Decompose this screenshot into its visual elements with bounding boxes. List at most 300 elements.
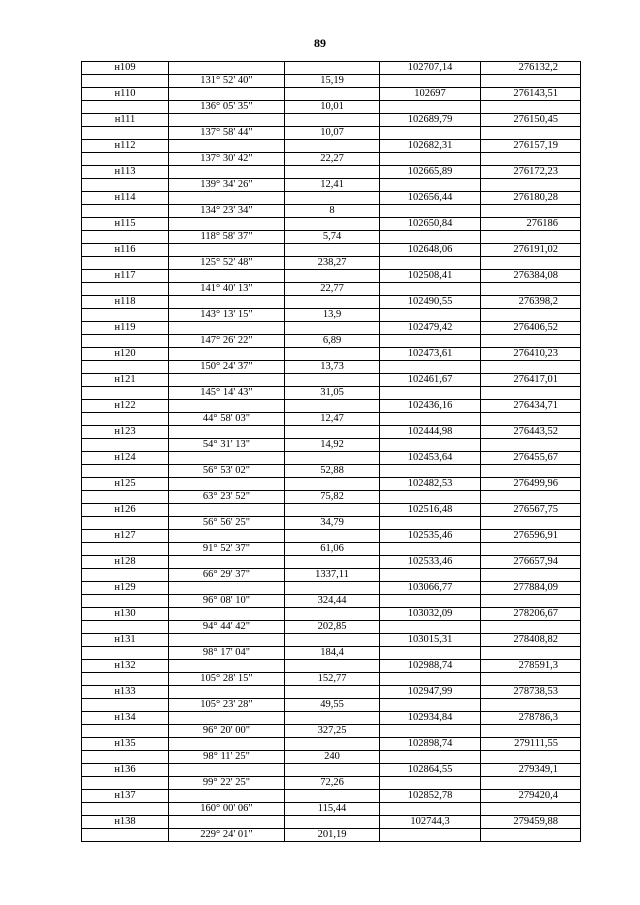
x-coordinate-cell — [380, 231, 481, 244]
bearing-cell: 139° 34' 26" — [169, 179, 285, 192]
x-coordinate-cell — [380, 829, 481, 842]
y-coordinate-cell: 279459,88 — [481, 816, 581, 829]
distance-cell: 52,88 — [285, 465, 380, 478]
bearing-cell — [169, 816, 285, 829]
x-coordinate-cell: 102473,61 — [380, 348, 481, 361]
y-coordinate-cell: 276384,08 — [481, 270, 581, 283]
table-row — [82, 660, 581, 673]
y-coordinate-cell: 279420,4 — [481, 790, 581, 803]
y-coordinate-cell — [481, 309, 581, 322]
x-coordinate-cell: 102934,84 — [380, 712, 481, 725]
point-cell: н121 — [82, 374, 169, 387]
distance-cell — [285, 166, 380, 179]
point-cell: н130 — [82, 608, 169, 621]
table-row — [82, 803, 581, 816]
bearing-cell — [169, 530, 285, 543]
table-row — [82, 374, 581, 387]
bearing-cell: 98° 11' 25" — [169, 751, 285, 764]
y-coordinate-cell — [481, 335, 581, 348]
point-cell: н124 — [82, 452, 169, 465]
distance-cell: 202,85 — [285, 621, 380, 634]
x-coordinate-cell — [380, 673, 481, 686]
distance-cell — [285, 816, 380, 829]
y-coordinate-cell — [481, 413, 581, 426]
distance-cell: 201,19 — [285, 829, 380, 842]
x-coordinate-cell — [380, 335, 481, 348]
y-coordinate-cell — [481, 153, 581, 166]
distance-cell — [285, 790, 380, 803]
y-coordinate-cell: 276398,2 — [481, 296, 581, 309]
table-row — [82, 465, 581, 478]
x-coordinate-cell: 102852,78 — [380, 790, 481, 803]
bearing-cell — [169, 764, 285, 777]
distance-cell — [285, 738, 380, 751]
bearing-cell — [169, 686, 285, 699]
coordinates-table-body — [82, 62, 581, 842]
point-cell: н111 — [82, 114, 169, 127]
bearing-cell: 99° 22' 25" — [169, 777, 285, 790]
x-coordinate-cell: 102482,53 — [380, 478, 481, 491]
x-coordinate-cell — [380, 647, 481, 660]
bearing-cell — [169, 374, 285, 387]
x-coordinate-cell — [380, 257, 481, 270]
x-coordinate-cell: 102648,06 — [380, 244, 481, 257]
y-coordinate-cell: 276434,71 — [481, 400, 581, 413]
y-coordinate-cell: 276657,94 — [481, 556, 581, 569]
table-row — [82, 244, 581, 257]
point-cell — [82, 413, 169, 426]
distance-cell: 10,01 — [285, 101, 380, 114]
distance-cell — [285, 608, 380, 621]
point-cell — [82, 647, 169, 660]
x-coordinate-cell — [380, 413, 481, 426]
y-coordinate-cell: 278408,82 — [481, 634, 581, 647]
bearing-cell: 98° 17' 04" — [169, 647, 285, 660]
distance-cell: 238,27 — [285, 257, 380, 270]
table-row — [82, 790, 581, 803]
y-coordinate-cell — [481, 101, 581, 114]
distance-cell — [285, 62, 380, 75]
table-row — [82, 101, 581, 114]
bearing-cell: 91° 52' 37" — [169, 543, 285, 556]
point-cell: н125 — [82, 478, 169, 491]
y-coordinate-cell: 276150,45 — [481, 114, 581, 127]
table-row — [82, 179, 581, 192]
x-coordinate-cell: 102453,64 — [380, 452, 481, 465]
point-cell — [82, 309, 169, 322]
point-cell: н128 — [82, 556, 169, 569]
bearing-cell — [169, 582, 285, 595]
distance-cell: 8 — [285, 205, 380, 218]
point-cell: н131 — [82, 634, 169, 647]
bearing-cell — [169, 738, 285, 751]
point-cell — [82, 127, 169, 140]
x-coordinate-cell — [380, 153, 481, 166]
table-row — [82, 751, 581, 764]
table-row — [82, 192, 581, 205]
point-cell — [82, 673, 169, 686]
y-coordinate-cell — [481, 595, 581, 608]
y-coordinate-cell — [481, 231, 581, 244]
table-row — [82, 556, 581, 569]
distance-cell — [285, 88, 380, 101]
bearing-cell: 147° 26' 22" — [169, 335, 285, 348]
point-cell: н133 — [82, 686, 169, 699]
y-coordinate-cell — [481, 673, 581, 686]
table-row — [82, 283, 581, 296]
distance-cell: 1337,11 — [285, 569, 380, 582]
y-coordinate-cell — [481, 179, 581, 192]
table-row — [82, 348, 581, 361]
point-cell — [82, 231, 169, 244]
y-coordinate-cell: 276455,67 — [481, 452, 581, 465]
distance-cell: 61,06 — [285, 543, 380, 556]
bearing-cell: 63° 23' 52" — [169, 491, 285, 504]
point-cell — [82, 205, 169, 218]
y-coordinate-cell — [481, 803, 581, 816]
x-coordinate-cell: 102689,79 — [380, 114, 481, 127]
table-row — [82, 725, 581, 738]
bearing-cell: 94° 44' 42" — [169, 621, 285, 634]
y-coordinate-cell — [481, 699, 581, 712]
bearing-cell: 134° 23' 34" — [169, 205, 285, 218]
table-row — [82, 127, 581, 140]
distance-cell — [285, 660, 380, 673]
distance-cell: 152,77 — [285, 673, 380, 686]
x-coordinate-cell: 102665,89 — [380, 166, 481, 179]
point-cell: н127 — [82, 530, 169, 543]
x-coordinate-cell: 102864,55 — [380, 764, 481, 777]
bearing-cell — [169, 88, 285, 101]
bearing-cell: 96° 20' 00" — [169, 725, 285, 738]
point-cell — [82, 335, 169, 348]
y-coordinate-cell: 276186 — [481, 218, 581, 231]
point-cell — [82, 777, 169, 790]
distance-cell — [285, 504, 380, 517]
x-coordinate-cell — [380, 439, 481, 452]
x-coordinate-cell — [380, 543, 481, 556]
point-cell — [82, 569, 169, 582]
bearing-cell — [169, 478, 285, 491]
table-row — [82, 153, 581, 166]
bearing-cell: 145° 14' 43" — [169, 387, 285, 400]
x-coordinate-cell: 102516,48 — [380, 504, 481, 517]
x-coordinate-cell: 102697 — [380, 88, 481, 101]
bearing-cell — [169, 348, 285, 361]
table-row — [82, 608, 581, 621]
table-row — [82, 205, 581, 218]
y-coordinate-cell: 277884,09 — [481, 582, 581, 595]
x-coordinate-cell — [380, 621, 481, 634]
table-row — [82, 309, 581, 322]
table-row — [82, 816, 581, 829]
table-row — [82, 361, 581, 374]
point-cell: н136 — [82, 764, 169, 777]
bearing-cell — [169, 218, 285, 231]
bearing-cell: 118° 58' 37" — [169, 231, 285, 244]
table-row — [82, 699, 581, 712]
distance-cell: 31,05 — [285, 387, 380, 400]
point-cell — [82, 75, 169, 88]
distance-cell — [285, 140, 380, 153]
distance-cell: 49,55 — [285, 699, 380, 712]
y-coordinate-cell: 276143,51 — [481, 88, 581, 101]
bearing-cell — [169, 452, 285, 465]
table-row — [82, 517, 581, 530]
y-coordinate-cell: 276417,01 — [481, 374, 581, 387]
point-cell: н117 — [82, 270, 169, 283]
point-cell: н123 — [82, 426, 169, 439]
point-cell — [82, 257, 169, 270]
x-coordinate-cell — [380, 803, 481, 816]
distance-cell: 115,44 — [285, 803, 380, 816]
point-cell — [82, 725, 169, 738]
y-coordinate-cell — [481, 439, 581, 452]
distance-cell — [285, 426, 380, 439]
point-cell: н115 — [82, 218, 169, 231]
point-cell — [82, 595, 169, 608]
point-cell — [82, 491, 169, 504]
distance-cell: 184,4 — [285, 647, 380, 660]
table-row — [82, 413, 581, 426]
table-row — [82, 166, 581, 179]
y-coordinate-cell — [481, 829, 581, 842]
bearing-cell — [169, 712, 285, 725]
point-cell: н132 — [82, 660, 169, 673]
bearing-cell: 56° 53' 02" — [169, 465, 285, 478]
y-coordinate-cell: 276596,91 — [481, 530, 581, 543]
table-row — [82, 270, 581, 283]
distance-cell — [285, 400, 380, 413]
distance-cell: 240 — [285, 751, 380, 764]
bearing-cell: 137° 30' 42" — [169, 153, 285, 166]
table-row — [82, 647, 581, 660]
y-coordinate-cell: 278206,67 — [481, 608, 581, 621]
distance-cell — [285, 478, 380, 491]
x-coordinate-cell: 102479,42 — [380, 322, 481, 335]
x-coordinate-cell: 102436,16 — [380, 400, 481, 413]
point-cell — [82, 803, 169, 816]
bearing-cell — [169, 192, 285, 205]
point-cell — [82, 283, 169, 296]
y-coordinate-cell: 276499,96 — [481, 478, 581, 491]
point-cell: н138 — [82, 816, 169, 829]
bearing-cell — [169, 608, 285, 621]
point-cell: н122 — [82, 400, 169, 413]
bearing-cell: 143° 13' 15" — [169, 309, 285, 322]
y-coordinate-cell: 278786,3 — [481, 712, 581, 725]
distance-cell — [285, 114, 380, 127]
y-coordinate-cell — [481, 361, 581, 374]
x-coordinate-cell: 102947,99 — [380, 686, 481, 699]
table-row — [82, 218, 581, 231]
point-cell: н134 — [82, 712, 169, 725]
table-row — [82, 400, 581, 413]
distance-cell — [285, 374, 380, 387]
bearing-cell — [169, 140, 285, 153]
table-row — [82, 439, 581, 452]
point-cell — [82, 153, 169, 166]
distance-cell: 5,74 — [285, 231, 380, 244]
bearing-cell: 105° 28' 15" — [169, 673, 285, 686]
table-row — [82, 231, 581, 244]
table-row — [82, 296, 581, 309]
distance-cell — [285, 244, 380, 257]
x-coordinate-cell — [380, 465, 481, 478]
bearing-cell — [169, 166, 285, 179]
distance-cell — [285, 582, 380, 595]
y-coordinate-cell: 276191,02 — [481, 244, 581, 257]
y-coordinate-cell: 276172,23 — [481, 166, 581, 179]
table-row — [82, 335, 581, 348]
point-cell — [82, 465, 169, 478]
point-cell — [82, 101, 169, 114]
point-cell: н119 — [82, 322, 169, 335]
bearing-cell: 125° 52' 48" — [169, 257, 285, 270]
bearing-cell — [169, 270, 285, 283]
x-coordinate-cell: 102682,31 — [380, 140, 481, 153]
x-coordinate-cell — [380, 725, 481, 738]
x-coordinate-cell — [380, 595, 481, 608]
x-coordinate-cell: 103066,77 — [380, 582, 481, 595]
distance-cell: 15,19 — [285, 75, 380, 88]
y-coordinate-cell — [481, 569, 581, 582]
point-cell: н116 — [82, 244, 169, 257]
table-row — [82, 621, 581, 634]
y-coordinate-cell: 276567,75 — [481, 504, 581, 517]
y-coordinate-cell: 279111,55 — [481, 738, 581, 751]
distance-cell — [285, 764, 380, 777]
point-cell: н118 — [82, 296, 169, 309]
bearing-cell: 56° 56' 25" — [169, 517, 285, 530]
bearing-cell: 54° 31' 13" — [169, 439, 285, 452]
table-row — [82, 777, 581, 790]
distance-cell: 10,07 — [285, 127, 380, 140]
distance-cell — [285, 322, 380, 335]
x-coordinate-cell: 102988,74 — [380, 660, 481, 673]
y-coordinate-cell — [481, 517, 581, 530]
y-coordinate-cell: 276406,52 — [481, 322, 581, 335]
bearing-cell — [169, 62, 285, 75]
y-coordinate-cell — [481, 387, 581, 400]
y-coordinate-cell: 279349,1 — [481, 764, 581, 777]
table-row — [82, 140, 581, 153]
bearing-cell: 141° 40' 13" — [169, 283, 285, 296]
bearing-cell — [169, 556, 285, 569]
x-coordinate-cell — [380, 491, 481, 504]
distance-cell — [285, 192, 380, 205]
point-cell: н135 — [82, 738, 169, 751]
table-row — [82, 75, 581, 88]
point-cell: н114 — [82, 192, 169, 205]
y-coordinate-cell — [481, 283, 581, 296]
x-coordinate-cell: 102444,98 — [380, 426, 481, 439]
y-coordinate-cell: 278738,53 — [481, 686, 581, 699]
table-row — [82, 387, 581, 400]
distance-cell: 22,27 — [285, 153, 380, 166]
bearing-cell: 136° 05' 35" — [169, 101, 285, 114]
table-row — [82, 673, 581, 686]
distance-cell — [285, 452, 380, 465]
point-cell: н120 — [82, 348, 169, 361]
x-coordinate-cell — [380, 361, 481, 374]
table-row — [82, 478, 581, 491]
table-row — [82, 764, 581, 777]
table-row — [82, 452, 581, 465]
table-row — [82, 686, 581, 699]
y-coordinate-cell — [481, 777, 581, 790]
bearing-cell: 137° 58' 44" — [169, 127, 285, 140]
table-row — [82, 543, 581, 556]
x-coordinate-cell — [380, 205, 481, 218]
point-cell: н113 — [82, 166, 169, 179]
y-coordinate-cell — [481, 75, 581, 88]
table-row — [82, 595, 581, 608]
distance-cell — [285, 348, 380, 361]
y-coordinate-cell — [481, 205, 581, 218]
x-coordinate-cell — [380, 777, 481, 790]
distance-cell: 14,92 — [285, 439, 380, 452]
table-row — [82, 829, 581, 842]
bearing-cell: 44° 58' 03" — [169, 413, 285, 426]
x-coordinate-cell: 102656,44 — [380, 192, 481, 205]
table-row — [82, 712, 581, 725]
bearing-cell — [169, 634, 285, 647]
point-cell: н129 — [82, 582, 169, 595]
point-cell: н137 — [82, 790, 169, 803]
x-coordinate-cell: 102535,46 — [380, 530, 481, 543]
distance-cell: 72,26 — [285, 777, 380, 790]
x-coordinate-cell: 102461,67 — [380, 374, 481, 387]
distance-cell: 75,82 — [285, 491, 380, 504]
point-cell — [82, 543, 169, 556]
x-coordinate-cell: 102490,55 — [380, 296, 481, 309]
x-coordinate-cell — [380, 75, 481, 88]
table-row — [82, 634, 581, 647]
distance-cell — [285, 530, 380, 543]
distance-cell: 22,77 — [285, 283, 380, 296]
table-row — [82, 738, 581, 751]
x-coordinate-cell — [380, 101, 481, 114]
bearing-cell — [169, 244, 285, 257]
x-coordinate-cell — [380, 699, 481, 712]
table-row — [82, 322, 581, 335]
point-cell: н110 — [82, 88, 169, 101]
x-coordinate-cell: 102898,74 — [380, 738, 481, 751]
bearing-cell: 229° 24' 01" — [169, 829, 285, 842]
point-cell — [82, 829, 169, 842]
y-coordinate-cell: 278591,3 — [481, 660, 581, 673]
distance-cell: 13,73 — [285, 361, 380, 374]
point-cell — [82, 179, 169, 192]
table-row — [82, 426, 581, 439]
y-coordinate-cell — [481, 257, 581, 270]
distance-cell — [285, 218, 380, 231]
table-row — [82, 62, 581, 75]
x-coordinate-cell: 102650,84 — [380, 218, 481, 231]
distance-cell: 12,41 — [285, 179, 380, 192]
table-row — [82, 257, 581, 270]
distance-cell — [285, 270, 380, 283]
table-row — [82, 491, 581, 504]
bearing-cell: 131° 52' 40" — [169, 75, 285, 88]
distance-cell — [285, 686, 380, 699]
page-number: 89 — [314, 36, 326, 50]
distance-cell — [285, 712, 380, 725]
x-coordinate-cell: 102744,3 — [380, 816, 481, 829]
point-cell — [82, 439, 169, 452]
distance-cell: 6,89 — [285, 335, 380, 348]
